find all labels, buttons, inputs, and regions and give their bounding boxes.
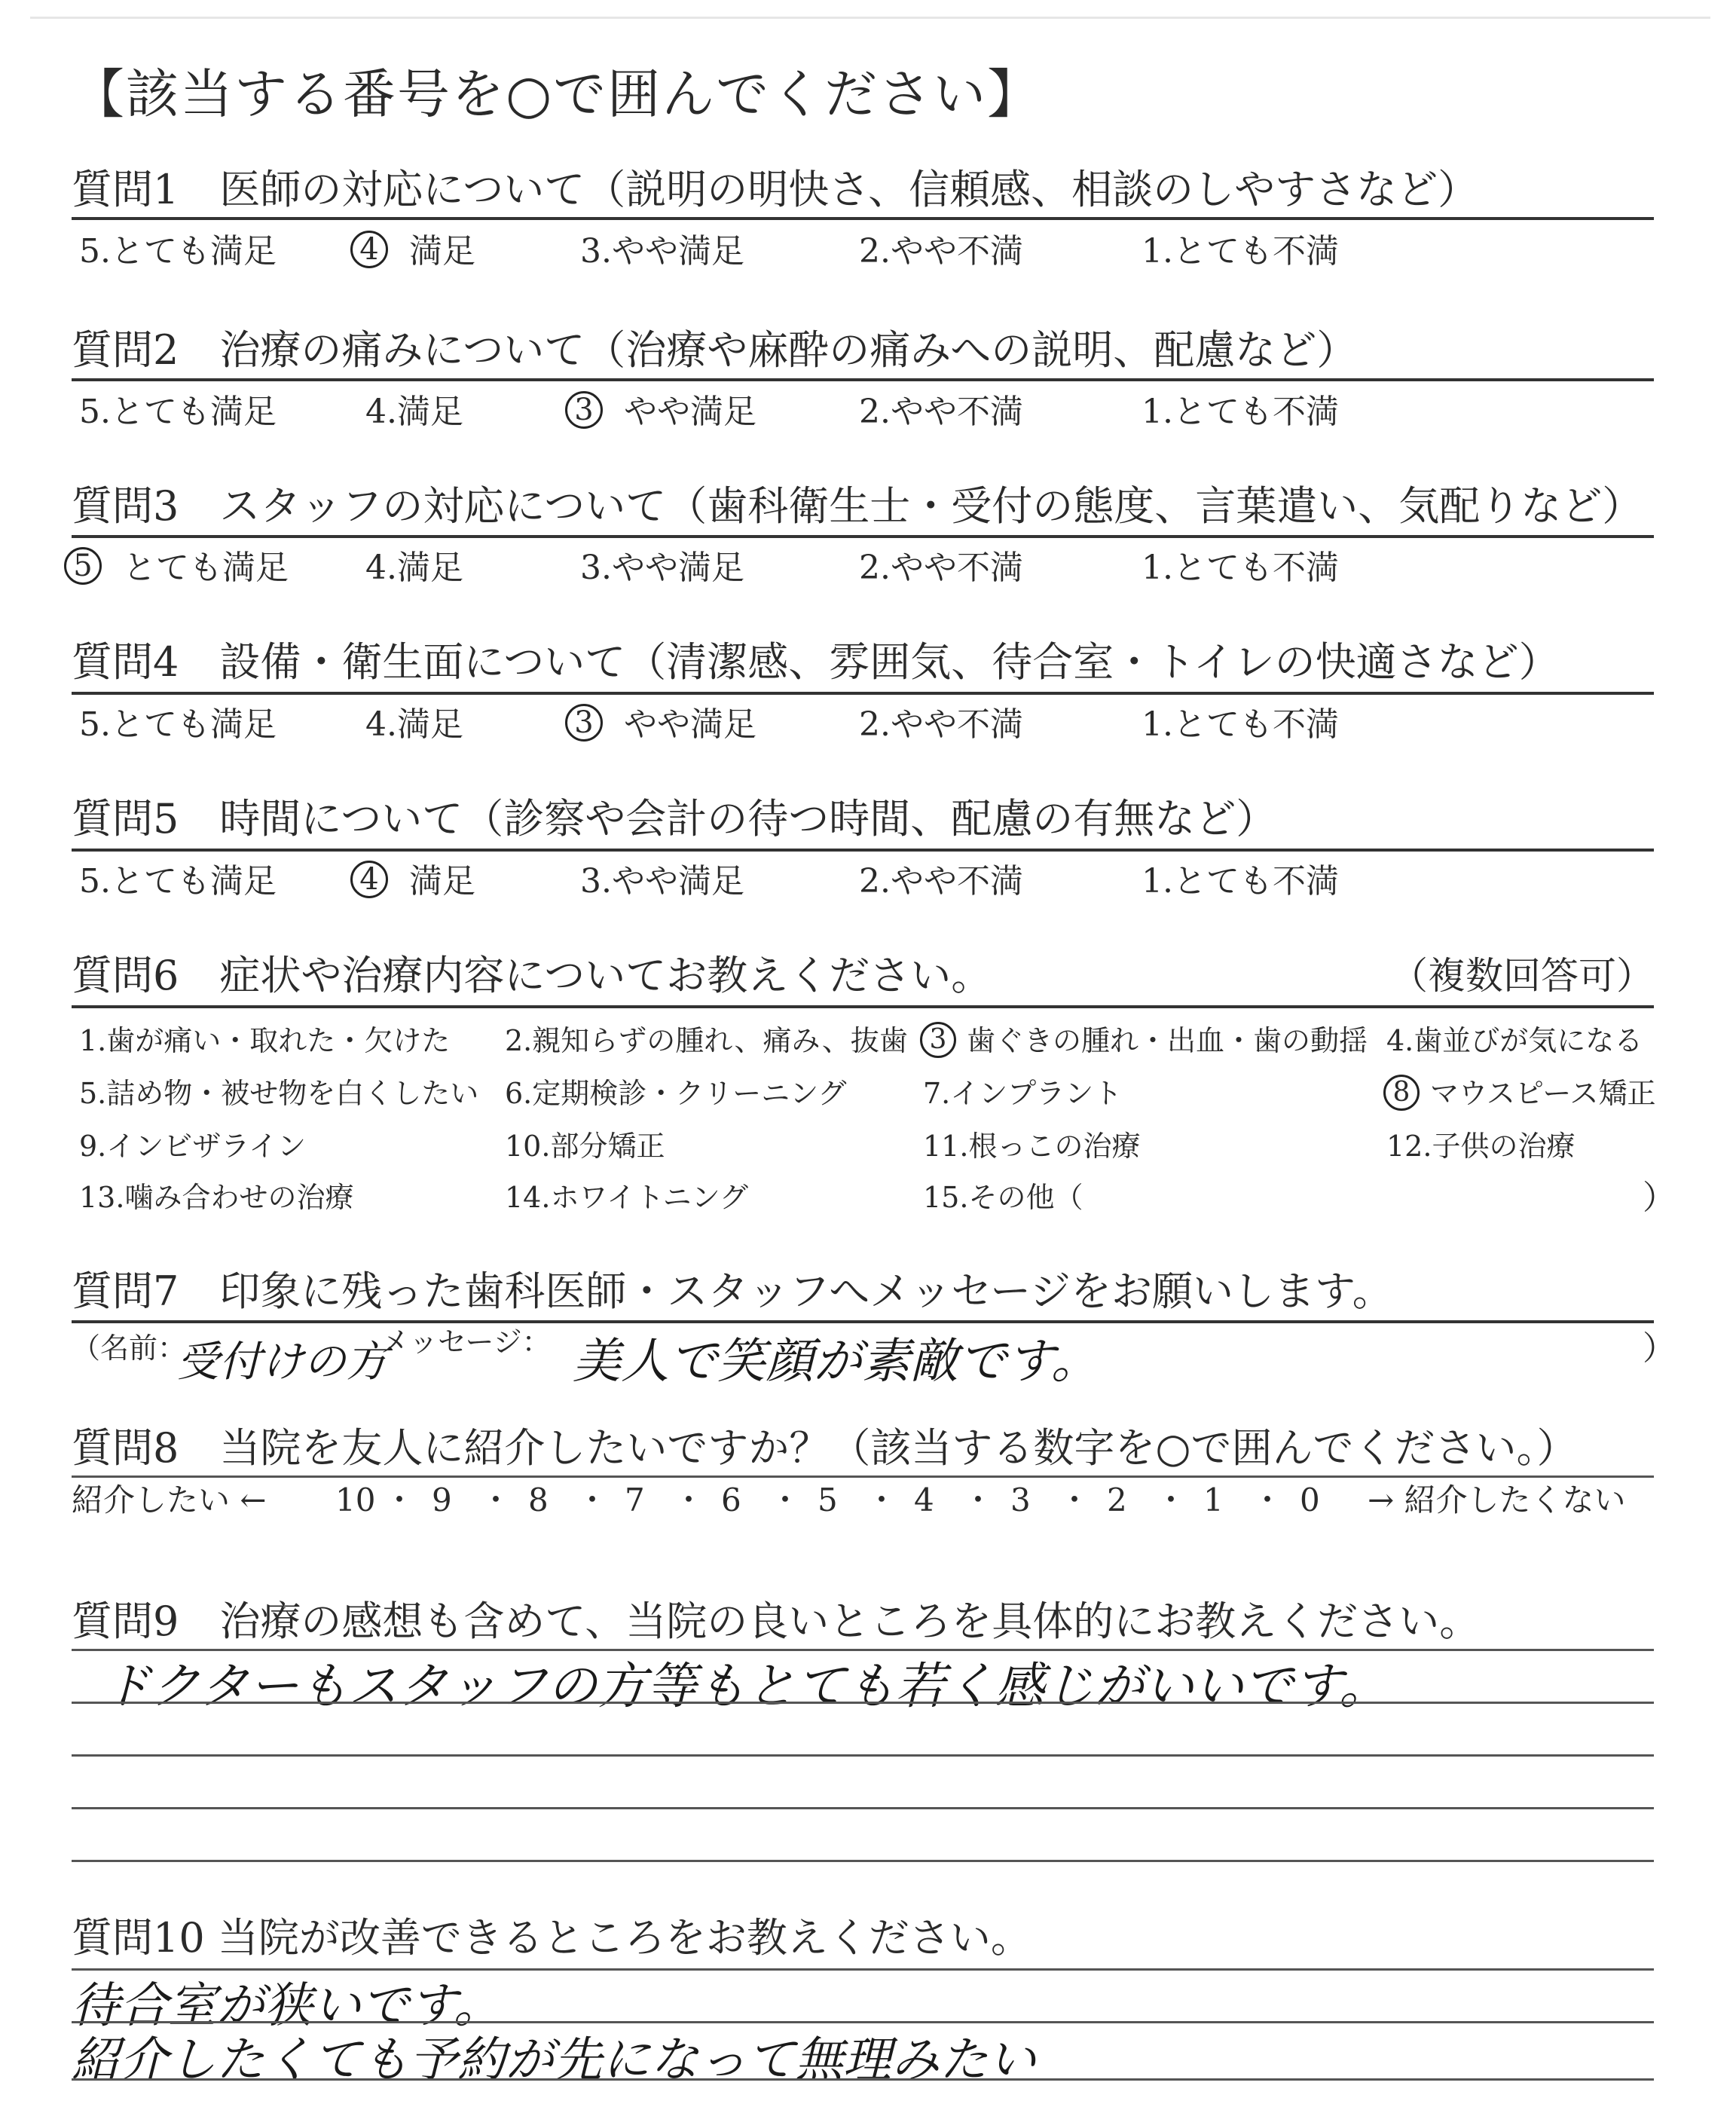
option-number: 7. xyxy=(923,1077,951,1110)
handwritten-circle-mark: 3 xyxy=(920,1022,956,1058)
option-label: とても不満 xyxy=(1172,549,1339,587)
option-label: 定期検診・クリーニング xyxy=(532,1077,847,1110)
option-number: 9. xyxy=(79,1130,107,1163)
answer-line-1 xyxy=(72,1649,1654,1651)
question-4-title: 質問4 設備・衛生面について（清潔感、雰囲気、待合室・トイレの快適さなど） xyxy=(72,638,1560,686)
scale-number-3: 3 xyxy=(1010,1482,1031,1518)
option-label: 詰め物・被せ物を白くしたい xyxy=(106,1077,479,1110)
question-1-option-0 xyxy=(79,232,277,271)
question-3-title: 質問3 スタッフの対応について（歯科衛生士・受付の態度、言葉遣い、気配りなど） xyxy=(72,482,1643,530)
option-label: とても満足 xyxy=(110,705,277,744)
scale-separator: ・ xyxy=(962,1482,995,1518)
answer-line-5 xyxy=(72,1860,1654,1862)
option-number: 5. xyxy=(79,705,111,744)
message-label: メッセージ： xyxy=(381,1326,551,1359)
symptom-option-9 xyxy=(505,1130,665,1163)
question-3-option-3 xyxy=(859,549,1023,587)
scale-right-label: → 紹介したくない xyxy=(1368,1482,1626,1518)
improvement-line-2 xyxy=(72,2021,1654,2023)
question-7-rule xyxy=(72,1320,1654,1323)
symptom-option-14 xyxy=(923,1183,1083,1212)
option-label: やや不満 xyxy=(890,705,1023,744)
answer-line-4 xyxy=(72,1807,1654,1809)
question-1-option-1 xyxy=(359,232,475,271)
option-label: 噛み合わせの治療 xyxy=(124,1181,354,1214)
option-number: 5. xyxy=(79,232,111,271)
answer-line-2 xyxy=(72,1702,1654,1704)
option-label: とても不満 xyxy=(1172,705,1339,744)
option-number: 6. xyxy=(505,1077,533,1110)
scale-separator: ・ xyxy=(866,1482,898,1518)
option-label: とても満足 xyxy=(110,232,277,271)
option-label: 根っこの治療 xyxy=(968,1130,1141,1163)
symptom-option-12 xyxy=(79,1183,353,1212)
option-number: 11. xyxy=(923,1130,969,1163)
option-label: 部分矯正 xyxy=(550,1130,665,1163)
symptom-option-13 xyxy=(505,1183,748,1212)
question-1-option-3 xyxy=(859,232,1023,271)
scale-separator: ・ xyxy=(769,1482,802,1518)
message-close-paren: ） xyxy=(1643,1329,1676,1368)
option-label: マウスピース矯正 xyxy=(1430,1077,1656,1110)
question-2-rule xyxy=(72,378,1654,381)
option-label: インビザライン xyxy=(106,1130,307,1163)
handwritten-circle-mark: 5 xyxy=(64,547,102,585)
question-4-rule xyxy=(72,692,1654,695)
option-label: やや満足 xyxy=(611,549,744,587)
option-label: とても不満 xyxy=(1172,862,1339,901)
scale-separator: ・ xyxy=(1059,1482,1091,1518)
question-3-rule xyxy=(72,535,1654,538)
symptom-option-7 xyxy=(1386,1079,1655,1108)
option-number: 2. xyxy=(505,1024,533,1057)
scale-number-6: 6 xyxy=(721,1482,741,1518)
question-1-rule xyxy=(72,217,1654,220)
option-number: 4. xyxy=(1386,1024,1414,1057)
question-5-title: 質問5 時間について（診察や会計の待つ時間、配慮の有無など） xyxy=(72,795,1277,842)
name-label: （名前： xyxy=(72,1332,187,1365)
scale-number-0: 0 xyxy=(1300,1482,1320,1518)
option-label: 子供の治療 xyxy=(1432,1130,1576,1163)
symptom-option-3 xyxy=(1386,1026,1643,1055)
question-2-option-4 xyxy=(1142,393,1339,431)
option-number: 5. xyxy=(79,1077,107,1110)
handwritten-circle-mark: 4 xyxy=(350,231,388,268)
scale-separator: ・ xyxy=(673,1482,705,1518)
option-number: 2. xyxy=(859,232,891,271)
instruction-heading: 【該当する番号を○で囲んでください】 xyxy=(72,63,1042,125)
symptom-option-11 xyxy=(1386,1130,1576,1163)
symptom-option-4 xyxy=(79,1079,478,1108)
option-number: 5. xyxy=(79,862,111,901)
option-number: 5. xyxy=(79,393,111,431)
question-2-option-1 xyxy=(365,393,463,431)
scale-separator: ・ xyxy=(384,1482,416,1518)
option-number: 1. xyxy=(1142,232,1173,271)
question-4-option-3 xyxy=(859,705,1023,744)
name-answer: 受付けの方 xyxy=(177,1338,388,1387)
scale-separator: ・ xyxy=(576,1482,609,1518)
symptom-option-8 xyxy=(79,1130,307,1163)
scale-separator: ・ xyxy=(1155,1482,1187,1518)
question-1-option-2 xyxy=(580,232,744,271)
option-label: 満足 xyxy=(396,393,463,431)
option-number: 1. xyxy=(1142,549,1173,587)
option-label: やや不満 xyxy=(890,393,1023,431)
question-4-option-0 xyxy=(79,705,277,744)
scale-separator: ・ xyxy=(480,1482,512,1518)
option-number: 14. xyxy=(505,1181,551,1214)
symptom-option-2 xyxy=(923,1026,1368,1055)
handwritten-circle-mark: 3 xyxy=(565,391,603,429)
handwritten-circle-mark: 4 xyxy=(350,861,388,898)
option-label: その他（ xyxy=(968,1181,1083,1214)
question-2-title: 質問2 治療の痛みについて（治療や麻酔の痛みへの説明、配慮など） xyxy=(72,326,1358,374)
option-label: とても不満 xyxy=(1172,393,1339,431)
question-2-option-3 xyxy=(859,393,1023,431)
option-number: 1. xyxy=(1142,862,1173,901)
handwritten-circle-mark: 3 xyxy=(565,704,603,742)
option-label: やや満足 xyxy=(624,393,756,431)
option-number: 3. xyxy=(580,549,612,587)
scale-number-7: 7 xyxy=(625,1482,645,1518)
option-label: やや満足 xyxy=(611,232,744,271)
symptom-option-10 xyxy=(923,1130,1141,1163)
option-label: やや満足 xyxy=(611,862,744,901)
question-8-title: 質問8 当院を友人に紹介したいですか？（該当する数字を○で囲んでください。） xyxy=(72,1424,1578,1472)
question-3-option-4 xyxy=(1142,549,1339,587)
option-label: やや満足 xyxy=(624,705,756,744)
question-6-title: 質問6 症状や治療内容についてお教えください。 xyxy=(72,952,992,999)
option-label: 歯が痛い・取れた・欠けた xyxy=(106,1024,451,1057)
option-label: やや不満 xyxy=(890,862,1023,901)
option-number: 2. xyxy=(859,549,891,587)
question-9-title: 質問9 治療の感想も含めて、当院の良いところを具体的にお教えください。 xyxy=(72,1598,1481,1645)
scale-number-5: 5 xyxy=(818,1482,838,1518)
message-answer: 美人で笑顔が素敵です。 xyxy=(573,1334,1099,1390)
option-label: とても満足 xyxy=(123,549,289,587)
scale-number-8: 8 xyxy=(528,1482,549,1518)
option-label: 満足 xyxy=(409,232,475,271)
option-label: ホワイトニング xyxy=(550,1181,749,1214)
question-4-option-2 xyxy=(574,705,756,744)
question-9-answer: ドクターもスタッフの方等もとても若く感じがいいです。 xyxy=(102,1657,1389,1715)
top-border xyxy=(30,17,1710,19)
option-label: インプラント xyxy=(950,1077,1123,1110)
option-number: 2. xyxy=(859,705,891,744)
question-2-option-2 xyxy=(574,393,756,431)
improvement-line-1 xyxy=(72,1968,1654,1971)
option-number: 2. xyxy=(859,393,891,431)
question-4-option-1 xyxy=(365,705,463,744)
option-number: 3. xyxy=(580,232,612,271)
question-5-option-3 xyxy=(859,862,1023,901)
option-number: 2. xyxy=(859,862,891,901)
option-label: 歯並びが気になる xyxy=(1414,1024,1643,1057)
question-5-rule xyxy=(72,849,1654,852)
option-label: 親知らずの腫れ、痛み、抜歯 xyxy=(532,1024,908,1057)
multiple-answers-note: （複数回答可） xyxy=(1390,954,1654,998)
scale-number-1: 1 xyxy=(1203,1482,1224,1518)
scale-separator: ・ xyxy=(1252,1482,1284,1518)
question-1-title: 質問1 医師の対応について（説明の明快さ、信頼感、相談のしやすさなど） xyxy=(72,166,1479,213)
scale-number-10: 10 xyxy=(335,1482,376,1518)
question-4-option-4 xyxy=(1142,705,1339,744)
symptom-option-6 xyxy=(923,1079,1122,1108)
question-6-rule xyxy=(72,1005,1654,1008)
option-label: 満足 xyxy=(396,549,463,587)
scale-number-4: 4 xyxy=(914,1482,934,1518)
handwritten-circle-mark: 8 xyxy=(1383,1075,1420,1111)
answer-line-3 xyxy=(72,1754,1654,1757)
improvement-line-3 xyxy=(72,2078,1654,2081)
option-number: 4. xyxy=(365,393,397,431)
option-label: とても不満 xyxy=(1172,232,1339,271)
option-number: 12. xyxy=(1386,1130,1432,1163)
question-5-option-2 xyxy=(580,862,744,901)
option-label: 満足 xyxy=(396,705,463,744)
question-10-answer-line-1: 待合室が狭いです。 xyxy=(72,1978,502,2034)
symptom-option-5 xyxy=(505,1079,847,1108)
option-label: やや不満 xyxy=(890,232,1023,271)
question-3-option-0 xyxy=(73,549,289,587)
scale-number-2: 2 xyxy=(1107,1482,1127,1518)
option-label: 歯ぐきの腫れ・出血・歯の動揺 xyxy=(967,1024,1368,1057)
question-5-option-0 xyxy=(79,862,277,901)
question-7-title: 質問7 印象に残った歯科医師・スタッフへメッセージをお願いします。 xyxy=(72,1268,1393,1315)
option-label: やや不満 xyxy=(890,549,1023,587)
option-number: 1. xyxy=(1142,393,1173,431)
scale-left-label: 紹介したい ← xyxy=(72,1482,267,1518)
question-3-option-1 xyxy=(365,549,463,587)
question-2-option-0 xyxy=(79,393,277,431)
other-close-paren: ） xyxy=(1643,1179,1676,1217)
option-number: 4. xyxy=(365,705,397,744)
symptom-option-0 xyxy=(79,1026,450,1055)
question-1-option-4 xyxy=(1142,232,1339,271)
option-number: 4. xyxy=(365,549,397,587)
option-number: 1. xyxy=(79,1024,107,1057)
scale-number-9: 9 xyxy=(432,1482,452,1518)
question-5-option-1 xyxy=(359,862,475,901)
option-label: とても満足 xyxy=(110,862,277,901)
symptom-option-1 xyxy=(505,1026,908,1055)
option-number: 1. xyxy=(1142,705,1173,744)
question-8-rule xyxy=(72,1475,1654,1478)
option-number: 10. xyxy=(505,1130,551,1163)
question-5-option-4 xyxy=(1142,862,1339,901)
option-number: 13. xyxy=(79,1181,125,1214)
recommend-scale xyxy=(72,1482,1654,1522)
question-10-title: 質問10 当院が改善できるところをお教えください。 xyxy=(72,1914,1032,1962)
option-number: 3. xyxy=(580,862,612,901)
option-number: 15. xyxy=(923,1181,969,1214)
question-3-option-2 xyxy=(580,549,744,587)
question-10-answer-line-2: 紹介したくても予約が先になって無理みたい xyxy=(72,2032,1036,2088)
option-label: 満足 xyxy=(409,862,475,901)
option-label: とても満足 xyxy=(110,393,277,431)
